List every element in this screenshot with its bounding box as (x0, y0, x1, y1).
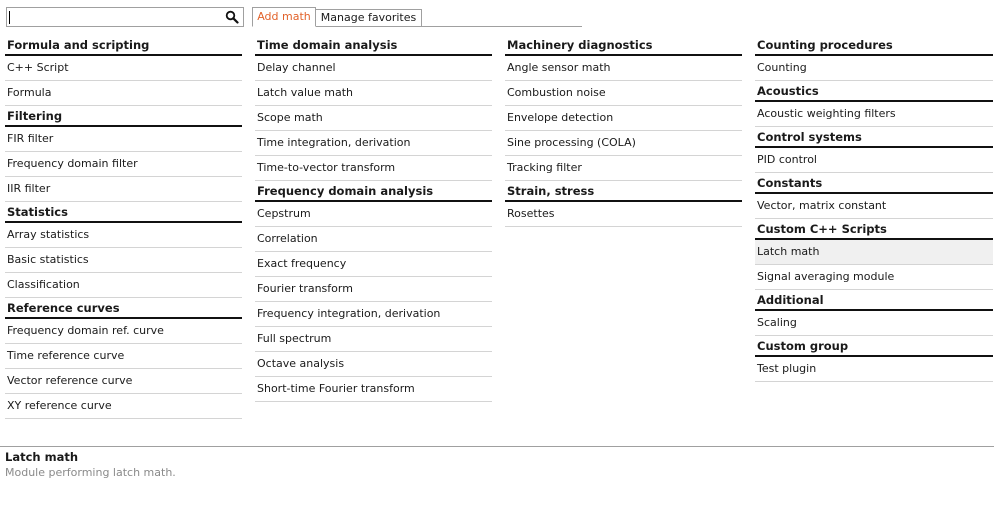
search-input[interactable] (9, 9, 219, 25)
math-item[interactable]: Short-time Fourier transform (255, 377, 492, 402)
description-divider (0, 446, 994, 447)
math-item[interactable]: Combustion noise (505, 81, 742, 106)
math-item[interactable]: Test plugin (755, 357, 993, 382)
group-header: Statistics (5, 202, 242, 223)
math-item[interactable]: Rosettes (505, 202, 742, 227)
math-item[interactable]: Scope math (255, 106, 492, 131)
math-item[interactable]: Scaling (755, 311, 993, 336)
math-item[interactable]: Full spectrum (255, 327, 492, 352)
math-item[interactable]: Formula (5, 81, 242, 106)
description-text: Module performing latch math. (5, 466, 176, 479)
math-item[interactable]: Fourier transform (255, 277, 492, 302)
search-box[interactable] (6, 7, 244, 27)
math-item[interactable]: IIR filter (5, 177, 242, 202)
math-item[interactable]: Frequency integration, derivation (255, 302, 492, 327)
math-item[interactable]: Time reference curve (5, 344, 242, 369)
group-header: Filtering (5, 106, 242, 127)
math-item[interactable]: Latch value math (255, 81, 492, 106)
group-header: Additional (755, 290, 993, 311)
category-column-3 (505, 35, 742, 227)
math-item[interactable]: Signal averaging module (755, 265, 993, 290)
group-header: Control systems (755, 127, 993, 148)
category-column-4 (755, 35, 992, 382)
math-item[interactable]: Tracking filter (505, 156, 742, 181)
group-header: Custom group (755, 336, 993, 357)
math-item[interactable]: FIR filter (5, 127, 242, 152)
search-icon[interactable] (225, 10, 239, 24)
group-header: Frequency domain analysis (255, 181, 492, 202)
description-title: Latch math (5, 450, 79, 464)
text-caret (9, 11, 10, 24)
math-item[interactable]: Frequency domain filter (5, 152, 242, 177)
math-item[interactable]: XY reference curve (5, 394, 242, 419)
math-item[interactable]: PID control (755, 148, 993, 173)
group-header: Counting procedures (755, 35, 993, 56)
math-item[interactable]: Envelope detection (505, 106, 742, 131)
group-header: Constants (755, 173, 993, 194)
tab-add-math[interactable]: Add math (252, 7, 316, 27)
tab-manage-favorites[interactable]: Manage favorites (316, 9, 422, 27)
math-item[interactable]: Latch math (755, 240, 993, 265)
math-item[interactable]: Correlation (255, 227, 492, 252)
group-header: Time domain analysis (255, 35, 492, 56)
math-item[interactable]: Acoustic weighting filters (755, 102, 993, 127)
category-column-2 (255, 35, 492, 402)
math-item[interactable]: Frequency domain ref. curve (5, 319, 242, 344)
group-header: Reference curves (5, 298, 242, 319)
group-header: Acoustics (755, 81, 993, 102)
math-item[interactable]: Time integration, derivation (255, 131, 492, 156)
math-item[interactable]: Basic statistics (5, 248, 242, 273)
math-item[interactable]: Vector reference curve (5, 369, 242, 394)
math-item[interactable]: Array statistics (5, 223, 242, 248)
group-header: Machinery diagnostics (505, 35, 742, 56)
math-item[interactable]: Vector, matrix constant (755, 194, 993, 219)
category-column-1 (5, 35, 242, 419)
math-item[interactable]: Delay channel (255, 56, 492, 81)
math-item[interactable]: C++ Script (5, 56, 242, 81)
group-header: Custom C++ Scripts (755, 219, 993, 240)
math-item[interactable]: Counting (755, 56, 993, 81)
math-item[interactable]: Octave analysis (255, 352, 492, 377)
group-header: Formula and scripting (5, 35, 242, 56)
math-item[interactable]: Classification (5, 273, 242, 298)
math-item[interactable]: Sine processing (COLA) (505, 131, 742, 156)
tab-bar (252, 7, 582, 27)
math-item[interactable]: Exact frequency (255, 252, 492, 277)
group-header: Strain, stress (505, 181, 742, 202)
math-item[interactable]: Angle sensor math (505, 56, 742, 81)
math-item[interactable]: Time-to-vector transform (255, 156, 492, 181)
math-item[interactable]: Cepstrum (255, 202, 492, 227)
